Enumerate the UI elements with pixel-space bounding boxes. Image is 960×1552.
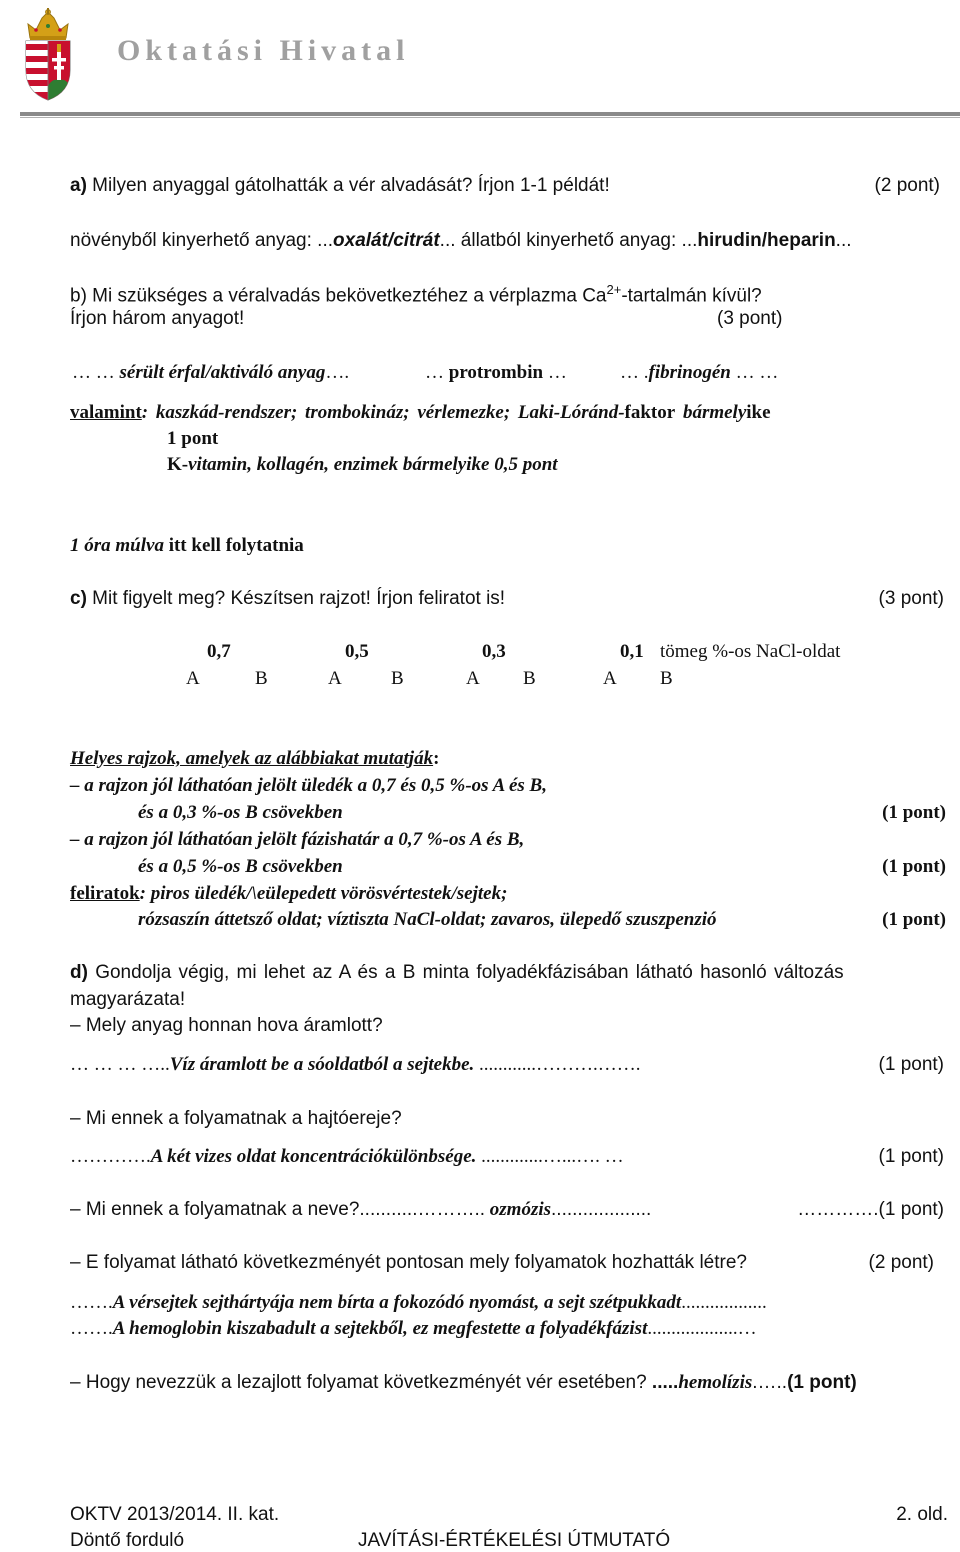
answer-prothrombin: protrombin — [448, 362, 544, 383]
subquestion-3-text: – Mi ennek a folyamatnak a neve? — [70, 1199, 360, 1220]
subquestion-1-points: (1 pont) — [878, 1054, 944, 1075]
subquestion-4-points: (2 pont) — [868, 1252, 934, 1273]
concentration-label: tömeg %-os NaCl-oldat — [660, 641, 841, 662]
continue-note — [70, 535, 304, 557]
concentration-1: 0,7 — [207, 641, 231, 662]
tube-label: B — [523, 668, 536, 689]
correct-drawings-text: Helyes rajzok, amelyek az alábbiakat mutatják — [70, 748, 434, 769]
criterion-1-line1: – a rajzon jól láthatóan jelölt üledék a 0,7 és 0,5 %-os A és B, — [70, 775, 547, 796]
question-a — [70, 175, 610, 197]
subquestion-1-answer — [70, 1054, 641, 1076]
question-b-points: (3 pont) — [717, 308, 783, 329]
subquestion-5-text: – Hogy nevezzük a lezajlott folyamat következményét vér esetében? — [70, 1372, 647, 1393]
subquestion-5 — [70, 1372, 857, 1394]
dots: … … — [730, 362, 779, 383]
continue-time: 1 óra múlva — [70, 535, 164, 556]
continue-text: itt kell folytatnia — [163, 535, 304, 556]
also-label: valamint — [70, 402, 142, 423]
dots: … — [425, 362, 449, 383]
question-d-prefix: d) — [70, 962, 88, 983]
answer-membrane-burst: A vérsejtek sejthártyája nem bírta a fokozódó nyomást, a sejt szétpukkadt — [112, 1292, 682, 1313]
tube-label: A — [328, 668, 342, 689]
labels-line1 — [70, 883, 507, 905]
footer-competition: OKTV 2013/2014. II. kat. — [70, 1504, 280, 1525]
header-divider — [20, 112, 960, 116]
answer-fibrinogen: fibrinogén — [648, 362, 731, 383]
dots: ……. — [70, 1292, 113, 1313]
question-b-line2: Írjon három anyagot! — [70, 308, 245, 329]
question-a-answer — [70, 230, 852, 252]
alternatives-any: bármely — [675, 402, 747, 423]
footer-round: Döntő forduló — [70, 1530, 185, 1551]
coat-of-arms-logo — [22, 8, 74, 102]
subquestion-1: – Mely anyag honnan hova áramlott? — [70, 1015, 383, 1036]
points-value: (1 pont) — [878, 1199, 944, 1220]
dots: ...................… — [647, 1318, 757, 1339]
dots: … . — [620, 362, 649, 383]
footer-guide-title: JAVÍTÁSI-ÉRTÉKELÉSI ÚTMUTATÓ — [358, 1530, 671, 1551]
labels-points: (1 pont) — [882, 909, 946, 930]
criterion-2-line2: és a 0,5 %-os B csövekben — [138, 856, 343, 877]
question-a-prefix: a) — [70, 175, 87, 196]
footer-page-number: 2. old. — [896, 1504, 948, 1525]
alternatives-any-suffix: ike — [746, 402, 771, 423]
question-c-points: (3 pont) — [878, 588, 944, 609]
organization-name: Oktatási Hivatal — [117, 34, 410, 67]
criterion-2-points: (1 pont) — [882, 856, 946, 877]
answer-label-animal: ... állatból kinyerhető anyag: ... — [439, 230, 698, 251]
answer-hemolysis: hemolízis — [678, 1372, 753, 1393]
alternatives-faktor: faktor — [624, 402, 676, 423]
colon: : — [433, 748, 440, 769]
tube-label: B — [660, 668, 673, 689]
dots: ..... — [646, 1372, 679, 1393]
alternatives-list: : kaszkád-rendszer; trombokináz; vérlemezke; Laki-Lóránd- — [141, 402, 625, 423]
answer-water-flow: Víz áramlott be a sóoldatból a sejtekbe. — [169, 1054, 475, 1075]
labels-text: : piros üledék/\eülepedett vörösvértestek/sejtek; — [139, 883, 508, 904]
question-b-answer-3 — [620, 362, 778, 384]
subquestion-4: – E folyamat látható következményét pontosan mely folyamatok hozhatták létre? — [70, 1252, 747, 1273]
subquestion-5-points: (1 pont) — [787, 1372, 857, 1393]
subquestion-3 — [70, 1199, 651, 1221]
criterion-2-line1: – a rajzon jól láthatóan jelölt fázishatár a 0,7 %-os A és B, — [70, 829, 525, 850]
dots: … … — [72, 362, 120, 383]
vitamin-k-prefix: K- — [167, 454, 189, 475]
answer-osmosis: ozmózis — [485, 1199, 552, 1220]
subquestion-2: – Mi ennek a folyamatnak a hajtóereje? — [70, 1108, 402, 1129]
answer-end-dots: ... — [835, 230, 852, 251]
tube-label: A — [186, 668, 200, 689]
question-c-prefix: c) — [70, 588, 87, 609]
answer-hemoglobin-release: A hemoglobin kiszabadult a sejtekből, ez megfestette a folyadékfázist — [112, 1318, 648, 1339]
answer-label-plant: növényből kinyerhető anyag: ... — [70, 230, 334, 251]
question-d-text: Gondolja végig, mi lehet az A és a B minta folyadékfázisában látható hasonló változás — [87, 962, 844, 983]
question-b-text-end: -tartalmán kívül? — [621, 285, 762, 307]
question-b — [70, 282, 762, 307]
question-b-text: b) Mi szükséges a véralvadás bekövetkeztéhez a vérplazma Ca — [70, 285, 607, 307]
vitamin-list: vitamin, kollagén, enzimek bármelyike 0,5 pont — [188, 454, 558, 475]
tube-label: B — [255, 668, 268, 689]
dots: … … … ….. — [70, 1054, 170, 1075]
criterion-1-line2: és a 0,3 %-os B csövekben — [138, 802, 343, 823]
tube-label: A — [466, 668, 480, 689]
answer-plant-value: oxalát/citrát — [333, 230, 440, 251]
question-b-answer-1 — [72, 362, 349, 384]
subquestion-4-answer-a — [70, 1292, 767, 1314]
dots: ................... — [551, 1199, 652, 1220]
dots: ...........……….. — [359, 1199, 486, 1220]
criterion-1-points: (1 pont) — [882, 802, 946, 823]
question-c — [70, 588, 505, 610]
labels-heading: feliratok — [70, 883, 140, 904]
concentration-3: 0,3 — [482, 641, 506, 662]
dots: … — [543, 362, 567, 383]
tube-label: B — [391, 668, 404, 689]
question-a-points: (2 pont) — [874, 175, 940, 196]
subquestion-4-answer-b — [70, 1318, 757, 1340]
concentration-2: 0,5 — [345, 641, 369, 662]
tube-label: A — [603, 668, 617, 689]
answer-driving-force: A két vizes oldat koncentrációkülönbsége. — [150, 1146, 477, 1167]
question-b-vitamin — [167, 454, 558, 476]
dots: ............……….……. — [474, 1054, 641, 1075]
question-a-text: Milyen anyaggal gátolhatták a vér alvadását? Írjon 1-1 példát! — [86, 175, 610, 196]
header-divider-thin — [20, 117, 960, 118]
question-b-alternatives — [70, 402, 771, 424]
question-d — [70, 962, 948, 984]
dots: .................. — [681, 1292, 767, 1313]
dots: .….. — [752, 1372, 788, 1393]
question-c-text: Mit figyelt meg? Készítsen rajzot! Írjon feliratot is! — [86, 588, 506, 609]
question-b-answer-2 — [425, 362, 567, 384]
alternatives-points: 1 pont — [167, 428, 219, 449]
concentration-4: 0,1 — [620, 641, 644, 662]
answer-damaged-vessel: sérült érfal/aktiváló anyag — [119, 362, 326, 383]
subquestion-2-points: (1 pont) — [878, 1146, 944, 1167]
dots: …………. — [70, 1146, 151, 1167]
dots: .............…...…. … — [476, 1146, 624, 1167]
question-b-superscript: 2+ — [606, 282, 622, 297]
labels-line2: rózsaszín áttetsző oldat; víztiszta NaCl-oldat; zavaros, ülepedő szuszpenzió — [138, 909, 717, 930]
subquestion-3-points — [797, 1199, 944, 1221]
question-d-line2: magyarázata! — [70, 989, 186, 1010]
answer-animal-value: hirudin/heparin — [697, 230, 836, 251]
correct-drawings-heading — [70, 748, 439, 770]
dots: …………. — [797, 1199, 879, 1220]
dots: ……. — [70, 1318, 113, 1339]
dots: …. — [325, 362, 350, 383]
subquestion-2-answer — [70, 1146, 624, 1168]
